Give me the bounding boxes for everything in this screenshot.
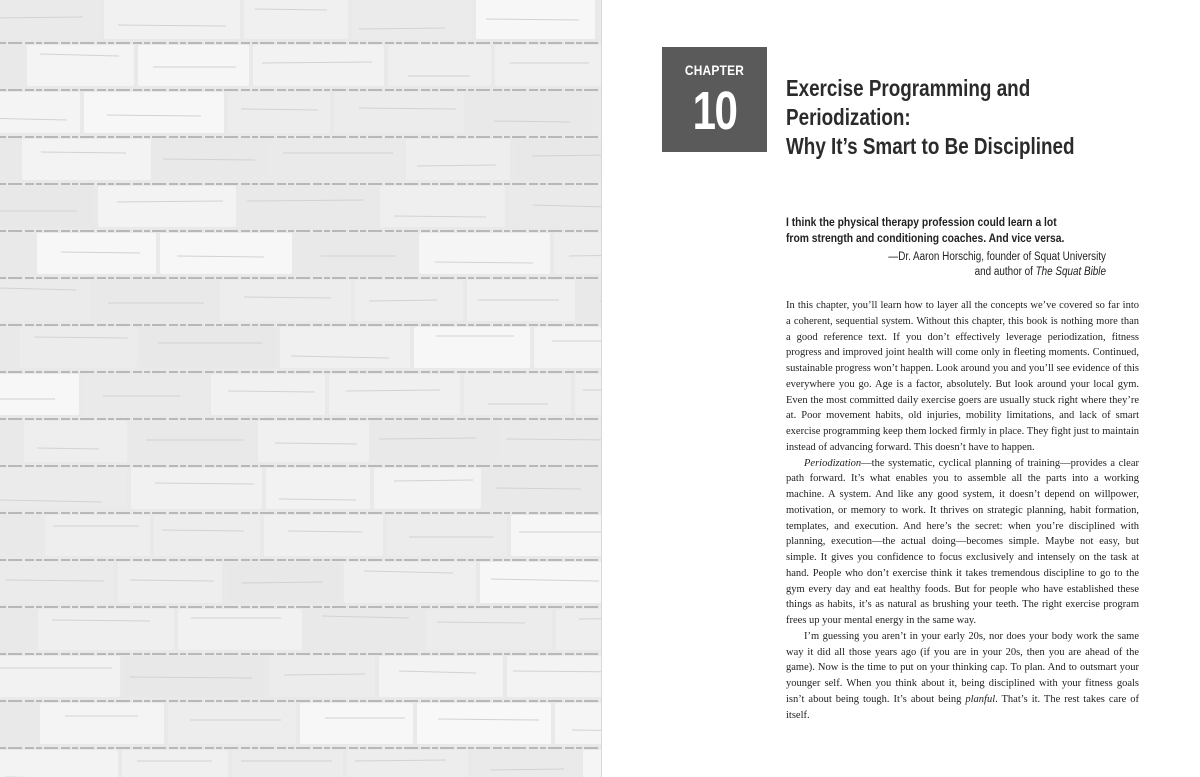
attribution-book-title: The Squat Bible [1035, 266, 1106, 278]
epigraph-quote [786, 214, 1106, 246]
chapter-body [786, 298, 1139, 723]
periodization-term: Periodization [804, 457, 862, 469]
epigraph-quote-line-2: from strength and conditioning coaches. And vice versa. [786, 231, 1065, 245]
epigraph-attribution [831, 250, 1106, 280]
page-gutter [601, 0, 602, 777]
epigraph-quote-line-1: I think the physical therapy profession could learn a lot [786, 215, 1057, 229]
attribution-line-2 [831, 265, 1106, 280]
body-paragraph-3-text-a: I’m guessing you aren’t in your early 20s, nor does your body work the same way it did all those years ago (if you are in your 20s, then you are ahead of the game). Now is the time to put on your thinking cap. To plan. And to outsmart your younger self. When you think about it, being disciplined with your fitness goals isn’t about being tough. It’s about being [786, 630, 1139, 705]
chapter-title-line-2: Why It’s Smart to Be Disciplined [786, 133, 1075, 159]
body-paragraph-2-text: —the systematic, cyclical planning of training—provides a clear path forward. It’s what enables you to assemble all the parts into a working machine. A system. And like any good system, it doesn’t depend on willpower, motivation, or memory to work. It thrives on strategic planning, habit formation, templates, and execution. And here’s the secret: when you’re disciplined with planning, execution—the actual doing—becomes simple. Maybe not easy, but simple. It gives you confidence to focus exclusively and intensely on the task at hand. People who don’t exercise think it takes tremendous discipline to go to the gym every day and eat healthy foods. But for people who have established these things as habits, it’s as natural as brushing your teeth. The right exercise program frees up your mental energy in the same way. [786, 457, 1139, 626]
chapter-title-line-1: Exercise Programming and Periodization: [786, 75, 1031, 130]
planful-term: planful [965, 693, 996, 705]
chapter-title [786, 74, 1130, 161]
chapter-badge [662, 47, 767, 152]
body-paragraph-2 [786, 456, 1139, 629]
chapter-number: 10 [692, 81, 737, 141]
attribution-prefix: and author of [974, 266, 1036, 278]
attribution-line-1: —Dr. Aaron Horschig, founder of Squat University [888, 251, 1106, 263]
chapter-label: CHAPTER [684, 62, 745, 78]
body-paragraph-1: In this chapter, you’ll learn how to layer all the concepts we’ve covered so far into a coherent, sequential system. Without this chapter, this book is nothing more than a good reference text. If you don’t effectively leverage periodization, fitness progress and improved joint health will come only in fleeting moments. Continued, sustainable progress won’t happen. Look around you and you’ll see evidence of this everywhere you go. Age is a factor, absolutely. But look around your local gym. Even the most committed daily exercise goers are usually stuck right where they’re at. Poor movement habits, old injuries, mobility limitations, and lack of smart exercise programming keep them locked firmly in place. They fight just to maintain instead of advancing forward. This doesn’t have to happen. [786, 300, 1139, 453]
epigraph [786, 214, 1106, 280]
body-paragraph-3 [786, 629, 1139, 724]
body-paragraph-3-text-b: . That’s it. The rest takes care of itself. [786, 693, 1139, 721]
